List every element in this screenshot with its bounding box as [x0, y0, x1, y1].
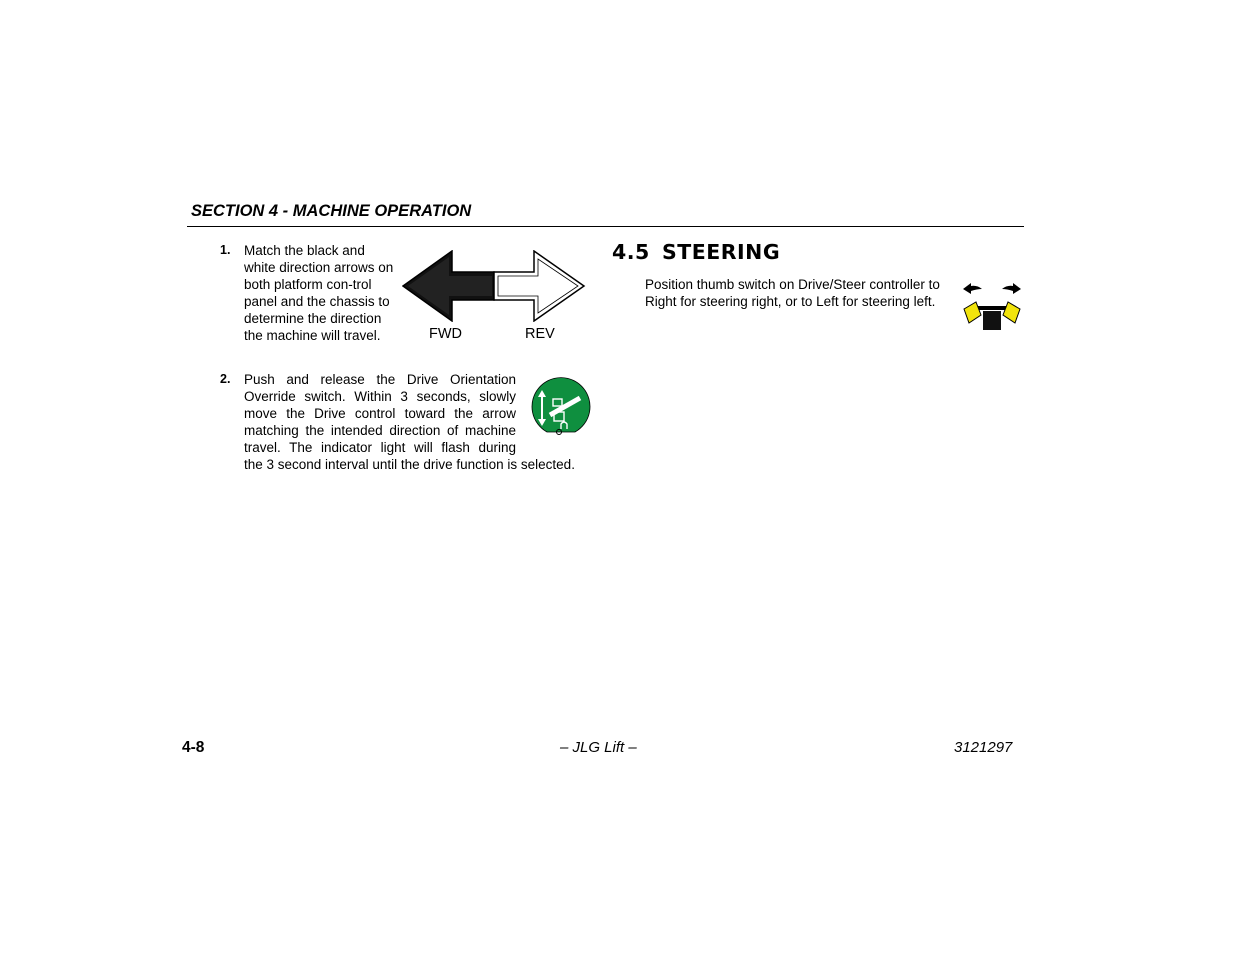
steer-thumb-switch-icon	[960, 280, 1024, 334]
section-header: SECTION 4 - MACHINE OPERATION	[191, 202, 472, 220]
step2-last-line: the 3 second interval until the drive function is selected.	[244, 457, 575, 472]
step1-text: Match the black and white direction arrows on both platform con-trol panel and the chassis to determine the direction the machine will travel.	[244, 243, 394, 343]
steering-section-number: 4.5	[612, 240, 650, 264]
footer-publisher: – JLG Lift –	[560, 739, 637, 756]
steer-left-arrow-icon	[963, 283, 982, 294]
step1-number: 1.	[220, 243, 231, 257]
header-rule	[187, 226, 1024, 227]
direction-arrows-icon	[402, 250, 586, 322]
step2-line: matching the intended direction of machine	[244, 423, 516, 438]
steering-heading	[612, 240, 780, 264]
rev-label: REV	[525, 326, 555, 342]
footer-document-number: 3121297	[954, 739, 1013, 756]
footer-page-number: 4-8	[182, 739, 205, 756]
step2-text	[244, 371, 516, 456]
step2-line: Override switch. Within 3 seconds, slowly	[244, 389, 516, 404]
steering-section-title: STEERING	[662, 240, 781, 264]
step2-number: 2.	[220, 372, 231, 386]
fwd-label: FWD	[429, 326, 463, 342]
steering-instructions: Position thumb switch on Drive/Steer controller to Right for steering right, or to Left for steering left.	[645, 277, 940, 309]
step2-line: Push and release the Drive Orientation	[244, 372, 516, 387]
step2-line: move the Drive control toward the arrow	[244, 406, 516, 421]
drive-orientation-override-icon	[530, 377, 592, 439]
rev-arrow-icon	[494, 251, 584, 321]
steer-right-arrow-icon	[1002, 283, 1021, 294]
step2-line: travel. The indicator light will flash during	[244, 440, 516, 455]
